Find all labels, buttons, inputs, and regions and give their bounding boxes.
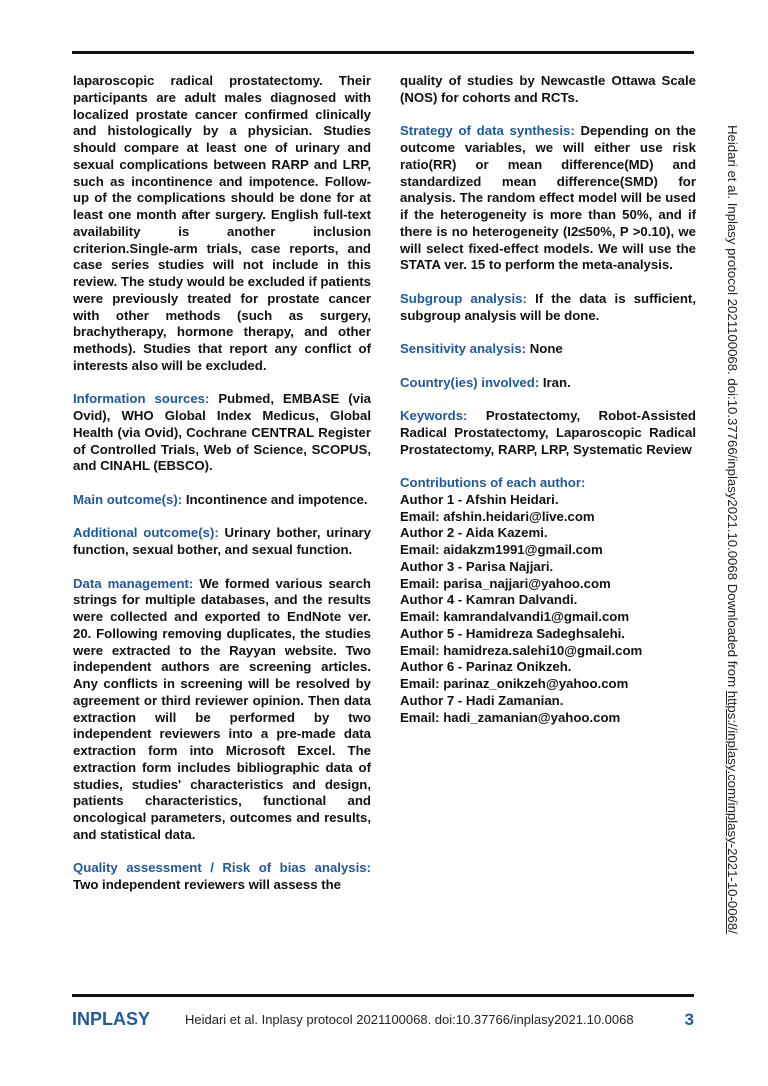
author-email: Email: parinaz_onikzeh@yahoo.com [400, 676, 629, 691]
section-body: None [526, 341, 563, 356]
author-line: Author 7 - Hadi Zamanian. [400, 692, 564, 708]
section-body: Depending on the outcome variables, we will either use risk ratio(RR) or mean difference(MD) and standardized mean difference(SMD) for analysis. The random effect model will be used if the heterogeneity is more than 50%, and if there is no heterogeneity (I2≤50%, P >0.10), we will select fixed-effect models. We will use the STATA ver. 15 to perform the meta-analysis. [400, 123, 696, 273]
section-author-contributions [400, 475, 696, 726]
footer-citation: Heidari et al. Inplasy protocol 2021100068. doi:10.37766/inplasy2021.10.0068 [185, 1012, 634, 1027]
section-countries-involved [400, 375, 696, 392]
section-body: Iran. [539, 374, 571, 390]
download-link[interactable]: https://inplasy.com/inplasy-2021-10-0068/ [725, 690, 740, 934]
section-subgroup-analysis [400, 291, 696, 325]
section-heading: Information sources: [73, 391, 210, 407]
author-email: Email: aidakzm1991@gmail.com [400, 542, 603, 557]
section-heading: Main outcome(s): [73, 491, 183, 507]
author-email: Email: hamidreza.salehi10@gmail.com [400, 642, 643, 658]
side-note-text: Heidari et al. Inplasy protocol 2021100068. doi:10.37766/inplasy2021.10.0068 Downloaded from [725, 125, 740, 691]
page-footer [72, 1009, 696, 1033]
section-heading: Contributions of each author: [400, 475, 586, 490]
author-line: Author 2 - Aida Kazemi. [400, 525, 548, 541]
section-body: Urinary bother, urinary function, sexual bother, and sexual function. [73, 525, 371, 557]
section-body: We formed various search strings for multiple databases, and the results were collected and exported to EndNote ver. 20. Following removing duplicates, the studies were extracted to the Rayyan website. Two independent authors are screening articles. Any conflicts in screening will be resolved by agreement or third reviewer opinion. Then data extraction will be performed by two independent reviewers into a pre-made data extraction form into Microsoft Excel. The extraction form includes bibliographic data of studies, studies' characteristics and design, patients characteristics, functional and oncological parameters, outcomes and results, and statistical data. [73, 575, 371, 842]
author-email: Email: kamrandalvandi1@gmail.com [400, 609, 630, 624]
section-body: Prostatectomy, Robot-Assisted Radical Prostatectomy, Laparoscopic Radical Prostatectomy, RARP, LRP, Systematic Review [400, 408, 696, 457]
author-line: Author 4 - Kamran Dalvandi. [400, 592, 578, 608]
left-column [73, 73, 371, 911]
author-line: Author 1 - Afshin Heidari. [400, 491, 559, 507]
header-rule [72, 51, 694, 54]
section-additional-outcomes [73, 525, 371, 559]
section-information-sources [73, 391, 371, 475]
author-line: Author 5 - Hamidreza Sadeghsalehi. [400, 625, 625, 641]
section-heading: Sensitivity analysis: [400, 341, 527, 356]
section-heading: Keywords: [400, 408, 468, 423]
author-line: Author 3 - Parisa Najjari. [400, 558, 554, 574]
section-heading: Quality assessment / Risk of bias analysis: [73, 860, 371, 876]
section-heading: Strategy of data synthesis: [400, 123, 575, 139]
section-body: Pubmed, EMBASE (via Ovid), WHO Global Index Medicus, Global Health (via Ovid), Cochrane CENTRAL Register of Controlled Trials, Web of Science, SCOPUS, and CINAHL (EBSCO). [73, 391, 371, 474]
author-email: Email: hadi_zamanian@yahoo.com [400, 709, 621, 725]
section-heading: Additional outcome(s): [73, 525, 219, 541]
footer-rule [72, 994, 694, 997]
author-email: Email: parisa_najjari@yahoo.com [400, 575, 611, 591]
section-heading: Data management: [73, 575, 194, 591]
section-sensitivity-analysis [400, 341, 696, 358]
page-number: 3 [684, 1010, 694, 1029]
author-email: Email: afshin.heidari@live.com [400, 508, 595, 524]
right-column [400, 73, 696, 726]
section-body: Two independent reviewers will assess the [73, 877, 341, 892]
section-strategy-data-synthesis [400, 123, 696, 274]
section-main-outcomes [73, 492, 371, 509]
section-keywords [400, 408, 696, 458]
continuation-paragraph: laparoscopic radical prostatectomy. Their participants are adult males diagnosed with localized prostate cancer confirmed clinically and histologically by a physician. Studies should compare at least one of urinary and sexual complications between RARP and LRP, such as incontinence and impotence. Follow-up of the complications should be done for at least one month after surgery. English full-text availability is another inclusion criterion.Single-arm trials, case reports, and case series studies will not include in this review. The study would be excluded if patients were previously treated for prostate cancer with other methods (such as surgery, brachytherapy, hormone therapy, and other methods). Studies that report any conflict of interests also will be excluded. [73, 73, 371, 373]
section-quality-assessment [73, 860, 371, 894]
section-body: If the data is sufficient, subgroup analysis will be done. [400, 290, 696, 323]
section-data-management [73, 576, 371, 844]
section-heading: Subgroup analysis: [400, 290, 527, 306]
section-body: Incontinence and impotence. [182, 491, 368, 507]
author-line: Author 6 - Parinaz Onikzeh. [400, 659, 572, 675]
section-heading: Country(ies) involved: [400, 374, 540, 390]
continuation-paragraph: quality of studies by Newcastle Ottawa Scale (NOS) for cohorts and RCTs. [400, 73, 696, 105]
journal-brand: INPLASY [72, 1009, 151, 1029]
